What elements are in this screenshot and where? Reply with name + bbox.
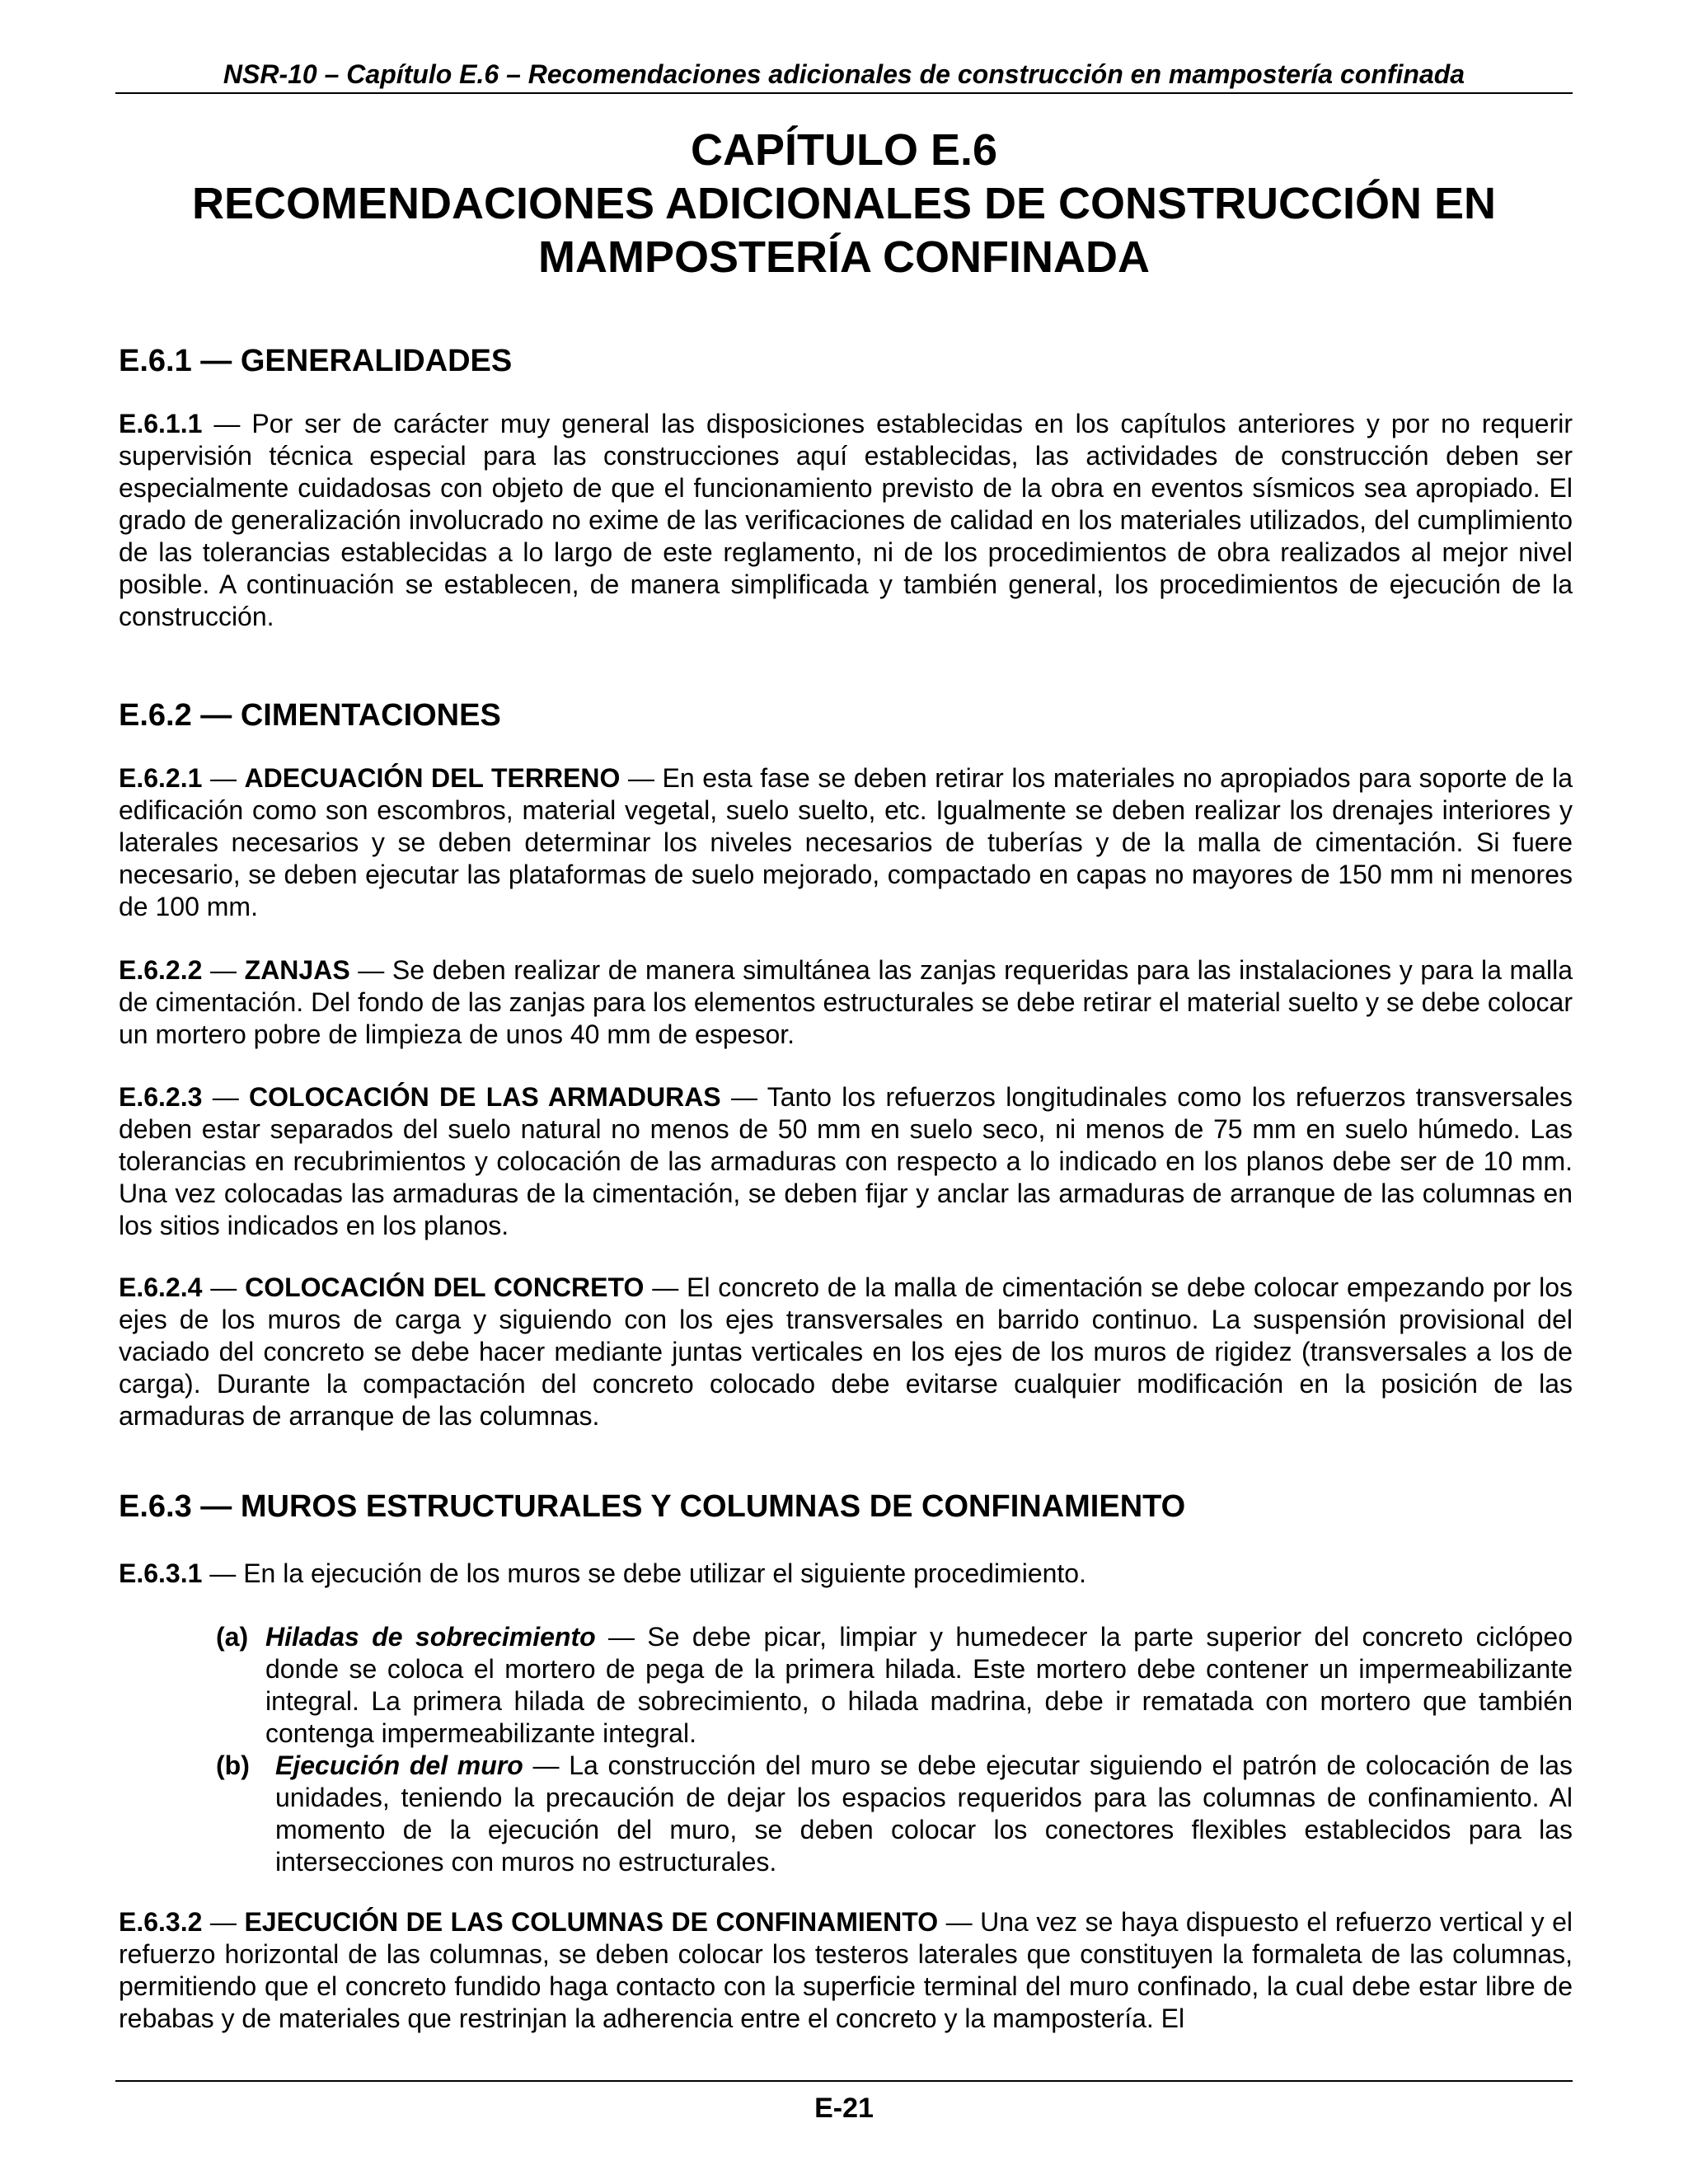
paragraph-text: — Por ser de carácter muy general las disposiciones establecidas en los capítulos anteriores y por no requerir supervisión técnica especial para las construcciones aquí establecidas, las actividades de construcción deben ser especialmente cuidadosas con objeto de que el funcionamiento previsto de la obra en eventos sísmicos sea apropiado. El grado de generalización involucrado no exime de las verificaciones de calidad en los materiales utilizados, del cumplimiento de las tolerancias establecidas a lo largo de este reglamento, ni de los procedimientos de obra realizados al mejor nivel posible. A continuación se establecen, de manera simplificada y también general, los procedimientos de ejecución de la construcción.	[119, 409, 1573, 631]
paragraph-e632	[119, 1906, 1573, 2035]
chapter-title-line-3: MAMPOSTERÍA CONFINADA	[538, 232, 1150, 282]
list-term: Hiladas de sobrecimiento	[265, 1622, 596, 1652]
paragraph-number: E.6.2.3	[119, 1082, 203, 1112]
running-header: NSR-10 – Capítulo E.6 – Recomendaciones adicionales de construcción en mampostería confinada	[223, 59, 1465, 89]
paragraph-text: — Se deben realizar de manera simultánea las zanjas requeridas para las instalaciones y para la malla de cimentación. Del fondo de las zanjas para los elementos estructurales se debe retirar el material suelto y se debe colocar un mortero pobre de limpieza de unos 40 mm de espesor.	[119, 955, 1573, 1049]
section-heading-muros-estructurales: E.6.3 — MUROS ESTRUCTURALES Y COLUMNAS DE CONFINAMIENTO	[119, 1489, 1186, 1524]
paragraph-title: COLOCACIÓN DE LAS ARMADURAS	[249, 1082, 721, 1112]
paragraph-number: E.6.2.2	[119, 955, 203, 985]
paragraph-number: E.6.3.1	[119, 1558, 203, 1588]
paragraph-number: E.6.1.1	[119, 409, 203, 438]
paragraph-text: — En la ejecución de los muros se debe utilizar el siguiente procedimiento.	[202, 1558, 1086, 1588]
paragraph-e611	[119, 408, 1573, 633]
paragraph-e623	[119, 1081, 1573, 1242]
list-item-b	[216, 1750, 1573, 1878]
paragraph-number: E.6.3.2	[119, 1907, 203, 1937]
paragraph-text: — El concreto de la malla de cimentación se debe colocar empezando por los ejes de los muros de carga y siguiendo con los ejes transversales en barrido continuo. La suspensión provisional del vaciado del concreto se debe hacer mediante juntas verticales en los ejes de los muros de rigidez (transversales a los de carga). Durante la compactación del concreto colocado debe evitarse cualquier modificación en la posición de las armaduras de arranque de las columnas.	[119, 1272, 1573, 1431]
list-item-a	[216, 1621, 1573, 1750]
chapter-title-line-1: CAPÍTULO E.6	[690, 125, 998, 175]
paragraph-e622	[119, 954, 1573, 1051]
paragraph-e624	[119, 1272, 1573, 1432]
paragraph-separator: —	[202, 955, 245, 985]
list-marker: (b)	[216, 1750, 250, 1780]
footer-rule	[115, 2080, 1573, 2082]
paragraph-separator: —	[202, 763, 245, 793]
header-rule	[115, 92, 1573, 94]
list-text: — La construcción del muro se debe ejecutar siguiendo el patrón de colocación de las unidades, teniendo la precaución de dejar los espacios requeridos para las columnas de confinamiento. Al momento de la ejecución del muro, se deben colocar los conectores flexibles establecidos para las intersecciones con muros no estructurales.	[275, 1750, 1573, 1877]
list-marker: (a)	[216, 1622, 249, 1652]
paragraph-e621	[119, 762, 1573, 923]
chapter-title-line-2: RECOMENDACIONES ADICIONALES DE CONSTRUCCIÓN EN	[191, 179, 1497, 228]
paragraph-separator: —	[202, 1907, 245, 1937]
document-page	[115, 0, 1573, 2184]
paragraph-title: EJECUCIÓN DE LAS COLUMNAS DE CONFINAMIENTO	[244, 1907, 939, 1937]
list-term: Ejecución del muro	[275, 1750, 523, 1780]
paragraph-title: COLOCACIÓN DEL CONCRETO	[245, 1272, 645, 1302]
paragraph-text: — Una vez se haya dispuesto el refuerzo vertical y el refuerzo horizontal de las columnas, se deben colocar los testeros laterales que constituyen la formaleta de las columnas, permitiendo que el concreto fundido haga contacto con la superficie terminal del muro confinado, la cual debe estar libre de rebabas y de materiales que restrinjan la adherencia entre el concreto y la mampostería. El	[119, 1907, 1573, 2033]
paragraph-title: ZANJAS	[244, 955, 350, 985]
paragraph-separator: —	[202, 1082, 250, 1112]
list-text: — Se debe picar, limpiar y humedecer la parte superior del concreto ciclópeo donde se coloca el mortero de pega de la primera hilada. Este mortero debe contener un impermeabilizante integral. La primera hilada de sobrecimiento, o hilada madrina, debe ir rematada con mortero que también contenga impermeabilizante integral.	[265, 1622, 1573, 1748]
paragraph-number: E.6.2.1	[119, 763, 203, 793]
paragraph-number: E.6.2.4	[119, 1272, 203, 1302]
paragraph-text: — Tanto los refuerzos longitudinales como los refuerzos transversales deben estar separados del suelo natural no menos de 50 mm en suelo seco, ni menos de 75 mm en suelo húmedo. Las tolerancias en recubrimientos y colocación de las armaduras con respecto a lo indicado en los planos debe ser de 10 mm. Una vez colocadas las armaduras de la cimentación, se deben fijar y anclar las armaduras de arranque de las columnas en los sitios indicados en los planos.	[119, 1082, 1573, 1240]
paragraph-separator: —	[202, 1272, 246, 1302]
paragraph-e631	[119, 1558, 1573, 1590]
paragraph-title: ADECUACIÓN DEL TERRENO	[244, 763, 621, 793]
section-heading-generalidades: E.6.1 — GENERALIDADES	[119, 344, 513, 378]
chapter-title	[115, 124, 1573, 284]
paragraph-text: — En esta fase se deben retirar los materiales no apropiados para soporte de la edificación como son escombros, material vegetal, suelo suelto, etc. Igualmente se deben realizar los drenajes interiores y laterales necesarios y se deben determinar los niveles necesarios de tuberías y de la malla de cimentación. Si fuere necesario, se deben ejecutar las plataformas de suelo mejorado, compactado en capas no mayores de 150 mm ni menores de 100 mm.	[119, 763, 1573, 921]
page-number: E-21	[814, 2093, 874, 2124]
section-heading-cimentaciones: E.6.2 — CIMENTACIONES	[119, 698, 501, 733]
